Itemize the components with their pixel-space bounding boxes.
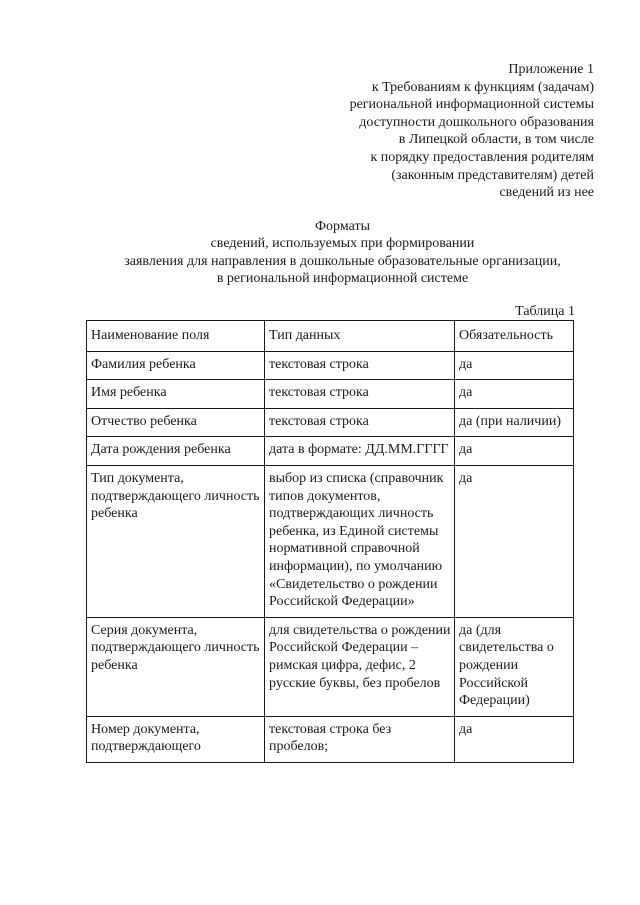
header-cell-field-name: Наименование поля	[87, 321, 265, 352]
table-row	[87, 351, 574, 380]
table-label: Таблица 1	[515, 304, 575, 319]
table-header-row	[87, 321, 574, 352]
appendix-line: к Требованиям к функциям (задачам)	[371, 79, 594, 95]
table-row	[87, 437, 574, 466]
table-row	[87, 380, 574, 409]
appendix-line: к порядку предоставления родителям	[370, 149, 594, 165]
title-line: сведений, используемых при формировании	[210, 236, 475, 252]
title-line: заявления для направления в дошкольные образовательные организации,	[124, 253, 561, 269]
cell-field-name: Серия документа, подтверждающего личность ребенка	[87, 617, 265, 716]
cell-data-type: дата в формате: ДД.ММ.ГГГГ	[265, 437, 455, 466]
cell-data-type: текстовая строка	[265, 408, 455, 437]
cell-data-type: текстовая строка без пробелов;	[265, 716, 455, 762]
cell-data-type: для свидетельства о рождении Российской Федерации – римская цифра, дефис, 2 русские буквы, без пробелов	[265, 617, 455, 716]
table-row	[87, 465, 574, 617]
appendix-line: сведений из нее	[499, 185, 594, 201]
fields-table	[86, 320, 574, 763]
cell-required: да	[455, 437, 574, 466]
appendix-line: в Липецкой области, в том числе	[398, 132, 594, 148]
cell-required: да	[455, 351, 574, 380]
table-row	[87, 408, 574, 437]
title-line: в региональной информационной системе	[216, 271, 469, 287]
table-row	[87, 617, 574, 716]
cell-field-name: Фамилия ребенка	[87, 351, 265, 380]
cell-field-name: Номер документа, подтверждающего	[87, 716, 265, 762]
appendix-line: доступности дошкольного образования	[359, 114, 594, 130]
document-title	[60, 218, 625, 288]
appendix-line: региональной информационной системы	[349, 97, 594, 113]
title-line: Форматы	[315, 219, 370, 234]
cell-required: да (для свидетельства о рождении Российской Федерации)	[455, 617, 574, 716]
cell-data-type: текстовая строка	[265, 351, 455, 380]
cell-required: да (при наличии)	[455, 408, 574, 437]
appendix-line: (законным представителям) детей	[391, 167, 594, 183]
appendix-line: Приложение 1	[508, 62, 594, 77]
cell-field-name: Дата рождения ребенка	[87, 437, 265, 466]
header-cell-required: Обязательность	[455, 321, 574, 352]
cell-data-type: текстовая строка	[265, 380, 455, 409]
table-row	[87, 716, 574, 762]
cell-required: да	[455, 465, 574, 617]
appendix-header	[264, 61, 594, 202]
header-cell-data-type: Тип данных	[265, 321, 455, 352]
cell-field-name: Отчество ребенка	[87, 408, 265, 437]
cell-field-name: Тип документа, подтверждающего личность ребенка	[87, 465, 265, 617]
cell-required: да	[455, 716, 574, 762]
cell-data-type: выбор из списка (справочник типов документов, подтверждающих личность ребенка, из Единой системы нормативной справочной информации), по умолчанию «Свидетельство о рождении Российской Федерации»	[265, 465, 455, 617]
cell-required: да	[455, 380, 574, 409]
cell-field-name: Имя ребенка	[87, 380, 265, 409]
